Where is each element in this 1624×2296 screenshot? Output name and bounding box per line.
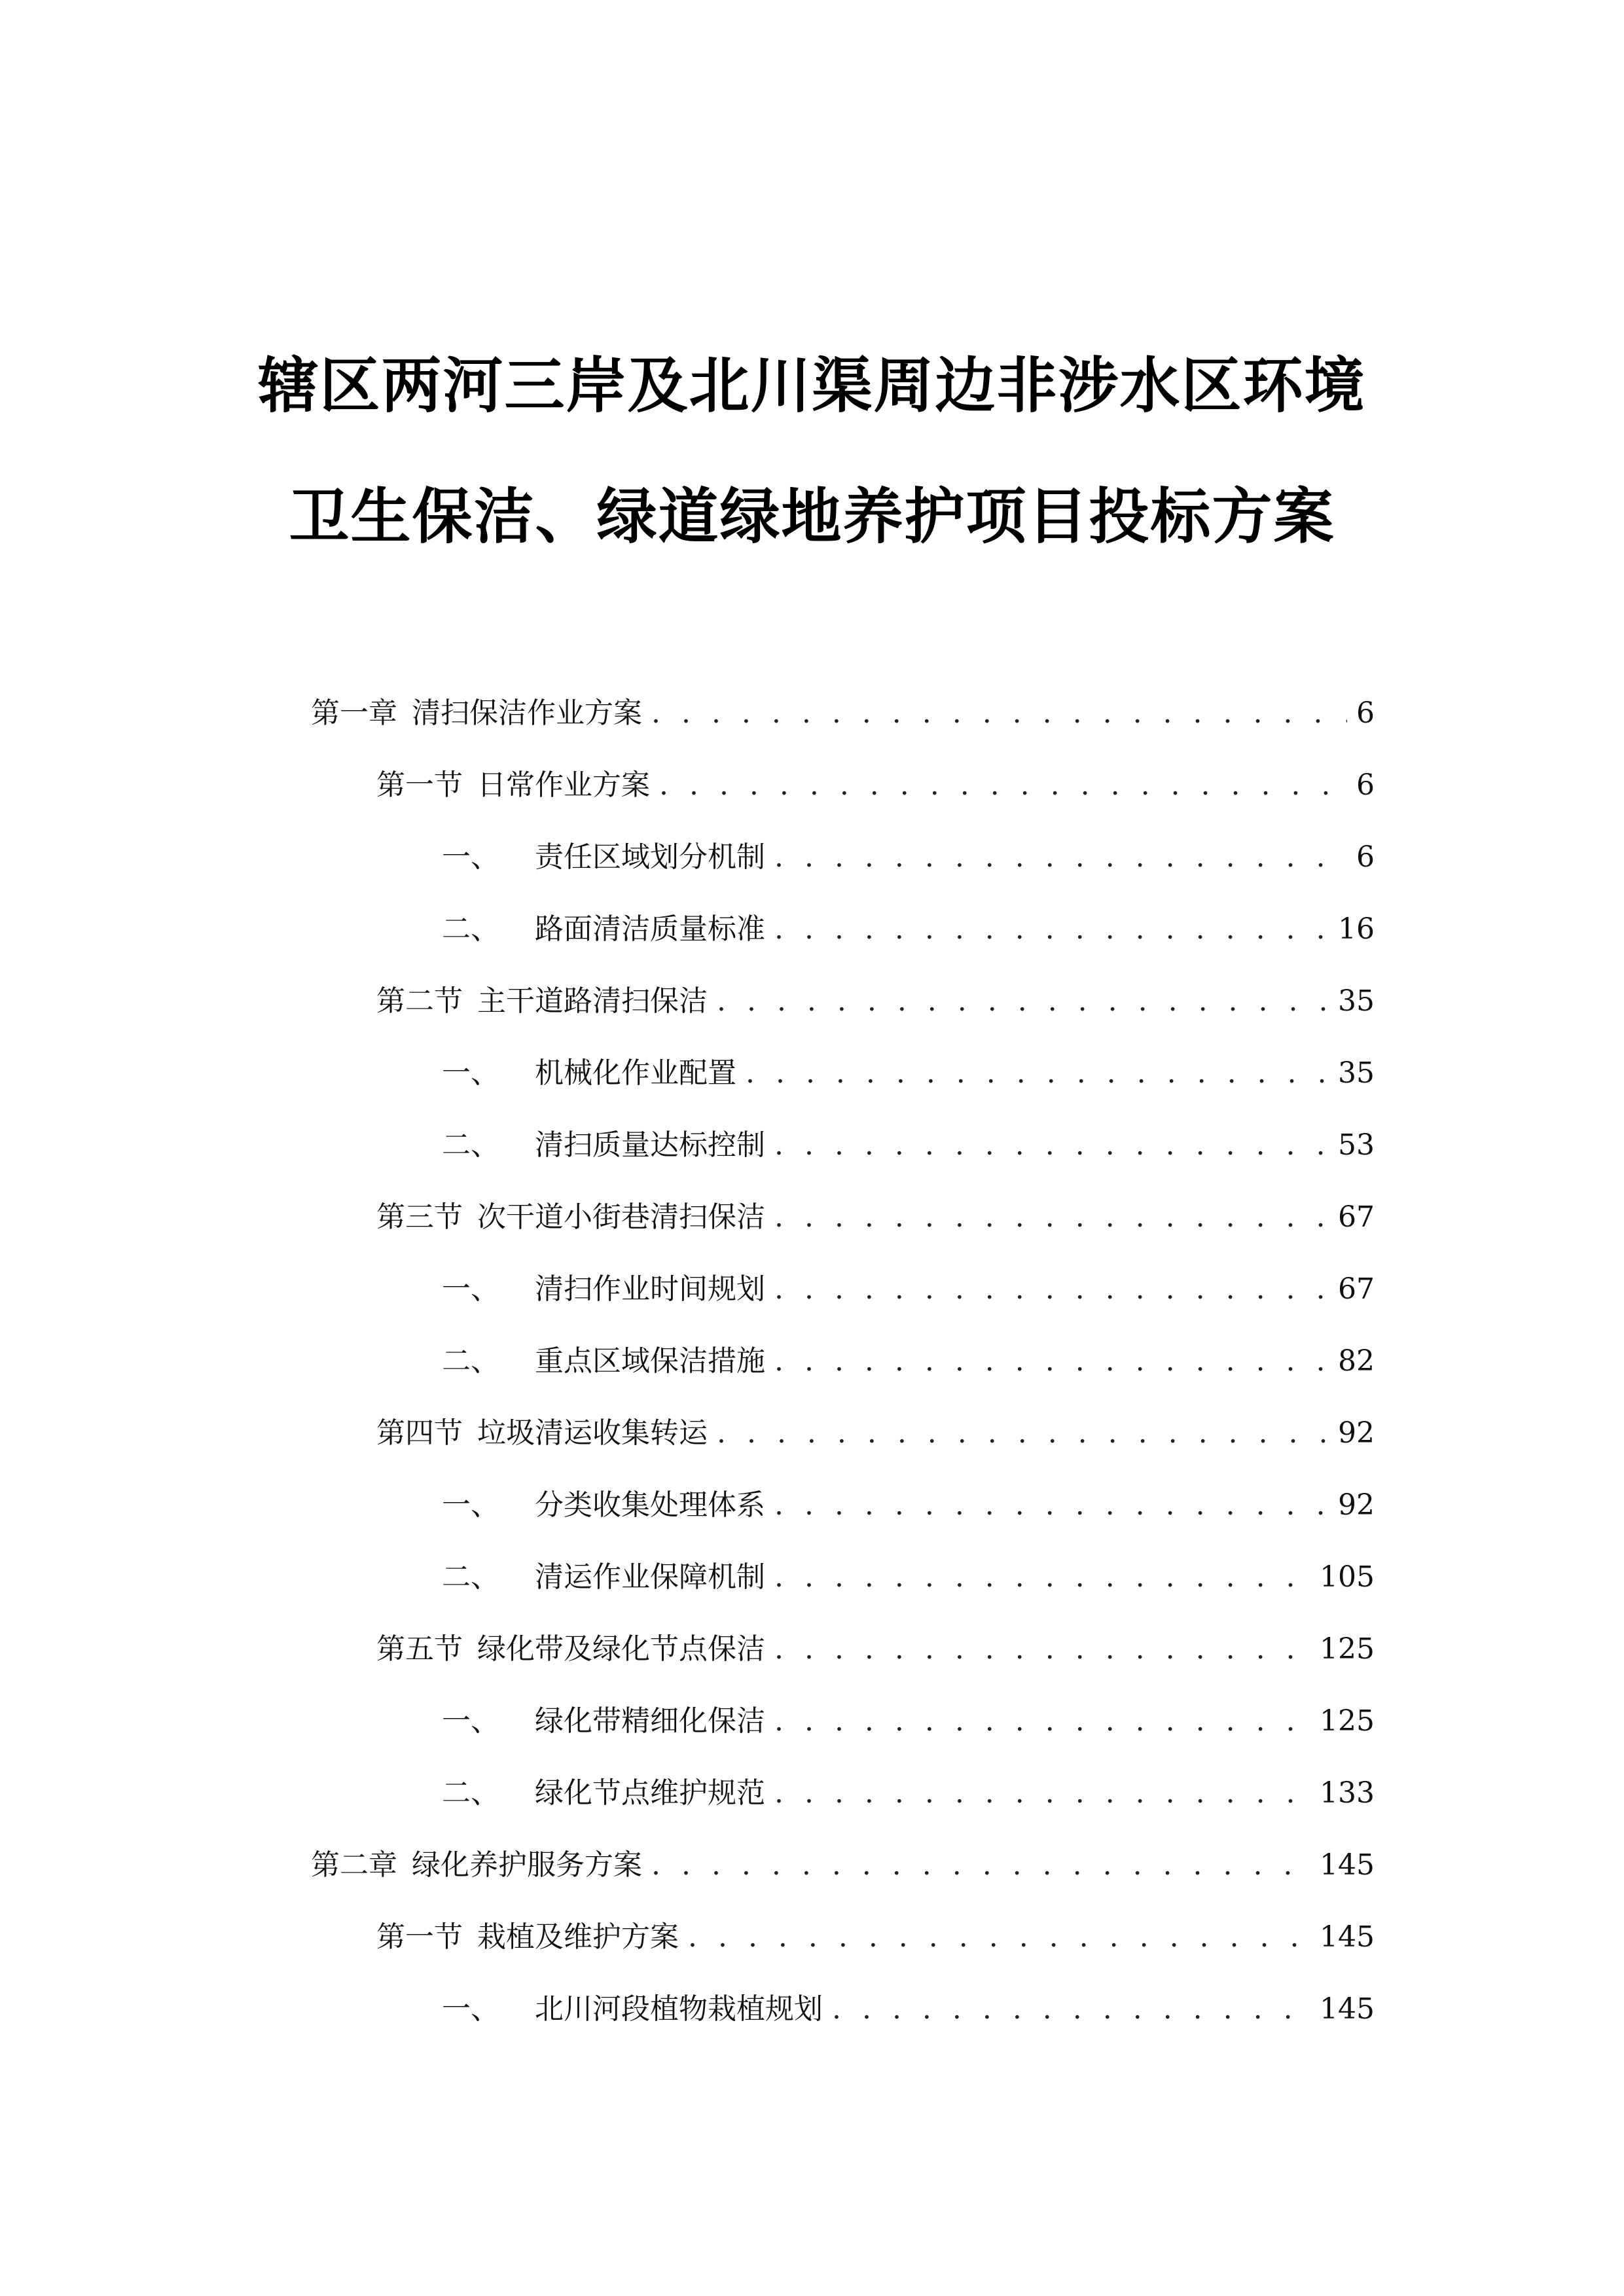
toc-dot-leader [717, 1407, 1329, 1460]
toc-entry[interactable] [311, 687, 1375, 740]
toc-dot-leader [774, 1263, 1329, 1316]
toc-entry-title: 责任区域划分机制 [535, 840, 765, 874]
toc-entry-number: 第三节 [376, 1200, 463, 1234]
toc-entry-page-number: 6 [1356, 696, 1375, 730]
toc-entry-page-number: 145 [1320, 1992, 1375, 2026]
title-line-2: 卫生保洁、绿道绿地养护项目投标方案 [289, 482, 1335, 552]
toc-entry-title: 清运作业保障机制 [535, 1560, 765, 1594]
toc-entry[interactable] [442, 1983, 1375, 2036]
toc-entry-number: 一、 [442, 1272, 499, 1306]
toc-dot-leader [774, 1479, 1329, 1532]
toc-entry[interactable] [442, 1335, 1375, 1388]
toc-entry-page-number: 133 [1320, 1776, 1375, 1810]
toc-dot-leader [651, 687, 1347, 740]
toc-entry[interactable] [442, 1695, 1375, 1748]
toc-entry-title: 主干道路清扫保洁 [477, 984, 708, 1018]
toc-entry-title: 北川河段植物栽植规划 [535, 1992, 823, 2026]
toc-entry-page-number: 105 [1320, 1560, 1375, 1594]
toc-dot-leader [774, 1335, 1329, 1388]
toc-dot-leader [774, 1551, 1310, 1604]
toc-entry[interactable] [442, 831, 1375, 884]
toc-dot-leader [774, 1119, 1329, 1172]
toc-entry[interactable] [376, 1911, 1375, 1964]
toc-entry[interactable] [376, 759, 1375, 812]
toc-entry-page-number: 92 [1338, 1488, 1375, 1522]
toc-entry-page-number: 6 [1356, 840, 1375, 874]
toc-entry[interactable] [442, 903, 1375, 956]
toc-entry-number: 一、 [442, 1056, 499, 1090]
toc-entry-number: 第四节 [376, 1416, 463, 1450]
toc-entry-page-number: 92 [1338, 1416, 1375, 1450]
toc-entry[interactable] [376, 975, 1375, 1028]
toc-entry-title: 日常作业方案 [477, 768, 650, 802]
toc-entry-page-number: 82 [1338, 1344, 1375, 1378]
toc-entry-page-number: 145 [1320, 1848, 1375, 1882]
toc-entry-number: 第二章 [311, 1848, 397, 1882]
toc-dot-leader [746, 1047, 1329, 1100]
toc-dot-leader [774, 1767, 1310, 1820]
toc-dot-leader [688, 1911, 1310, 1964]
toc-entry-title: 清扫质量达标控制 [535, 1128, 765, 1162]
toc-entry-title: 次干道小街巷清扫保洁 [477, 1200, 765, 1234]
toc-entry-number: 一、 [442, 1704, 499, 1738]
toc-dot-leader [774, 1695, 1310, 1748]
toc-entry-page-number: 35 [1338, 984, 1375, 1018]
toc-entry[interactable] [442, 1263, 1375, 1316]
toc-entry-title: 清扫作业时间规划 [535, 1272, 765, 1306]
toc-entry[interactable] [442, 1767, 1375, 1820]
toc-entry-title: 机械化作业配置 [535, 1056, 736, 1090]
toc-entry-title: 垃圾清运收集转运 [477, 1416, 708, 1450]
toc-entry[interactable] [311, 1839, 1375, 1892]
toc-entry-page-number: 6 [1356, 768, 1375, 802]
toc-entry-number: 一、 [442, 1488, 499, 1522]
toc-entry[interactable] [376, 1623, 1375, 1676]
toc-entry-number: 二、 [442, 1344, 499, 1378]
document-title [0, 321, 1624, 583]
toc-entry-title: 路面清洁质量标准 [535, 912, 765, 946]
toc-entry-number: 二、 [442, 1560, 499, 1594]
toc-entry[interactable] [442, 1479, 1375, 1532]
toc-entry-title: 清扫保洁作业方案 [412, 696, 642, 730]
toc-entry-page-number: 125 [1320, 1632, 1375, 1666]
toc-entry-page-number: 67 [1338, 1200, 1375, 1234]
toc-entry-title: 绿化带精细化保洁 [535, 1704, 765, 1738]
toc-entry-title: 分类收集处理体系 [535, 1488, 765, 1522]
toc-entry-title: 绿化养护服务方案 [412, 1848, 642, 1882]
toc-entry-title: 绿化节点维护规范 [535, 1776, 765, 1810]
toc-dot-leader [717, 975, 1329, 1028]
toc-entry[interactable] [376, 1191, 1375, 1244]
toc-entry-page-number: 145 [1320, 1920, 1375, 1954]
toc-entry-page-number: 53 [1338, 1128, 1375, 1162]
toc-entry[interactable] [442, 1119, 1375, 1172]
toc-entry-title: 重点区域保洁措施 [535, 1344, 765, 1378]
toc-dot-leader [774, 1623, 1310, 1676]
toc-dot-leader [659, 759, 1347, 812]
toc-dot-leader [774, 1191, 1329, 1244]
toc-entry-number: 第一节 [376, 1920, 463, 1954]
toc-entry-number: 二、 [442, 1776, 499, 1810]
title-line-1: 辖区两河三岸及北川渠周边非涉水区环境 [258, 351, 1366, 421]
toc-entry-page-number: 35 [1338, 1056, 1375, 1090]
toc-entry-title: 栽植及维护方案 [477, 1920, 679, 1954]
toc-dot-leader [774, 903, 1329, 956]
toc-entry-number: 第一节 [376, 768, 463, 802]
toc-entry[interactable] [376, 1407, 1375, 1460]
toc-entry-number: 第二节 [376, 984, 463, 1018]
toc-entry[interactable] [442, 1047, 1375, 1100]
toc-entry[interactable] [442, 1551, 1375, 1604]
toc-entry-number: 一、 [442, 840, 499, 874]
toc-entry-number: 第五节 [376, 1632, 463, 1666]
toc-entry-page-number: 67 [1338, 1272, 1375, 1306]
toc-dot-leader [651, 1839, 1310, 1892]
toc-entry-number: 二、 [442, 912, 499, 946]
toc-entry-page-number: 125 [1320, 1704, 1375, 1738]
toc-dot-leader [774, 831, 1347, 884]
toc-entry-number: 一、 [442, 1992, 499, 2026]
toc-entry-number: 二、 [442, 1128, 499, 1162]
toc-dot-leader [832, 1983, 1310, 2036]
toc-entry-number: 第一章 [311, 696, 397, 730]
toc-entry-title: 绿化带及绿化节点保洁 [477, 1632, 765, 1666]
toc-entry-page-number: 16 [1338, 912, 1375, 946]
